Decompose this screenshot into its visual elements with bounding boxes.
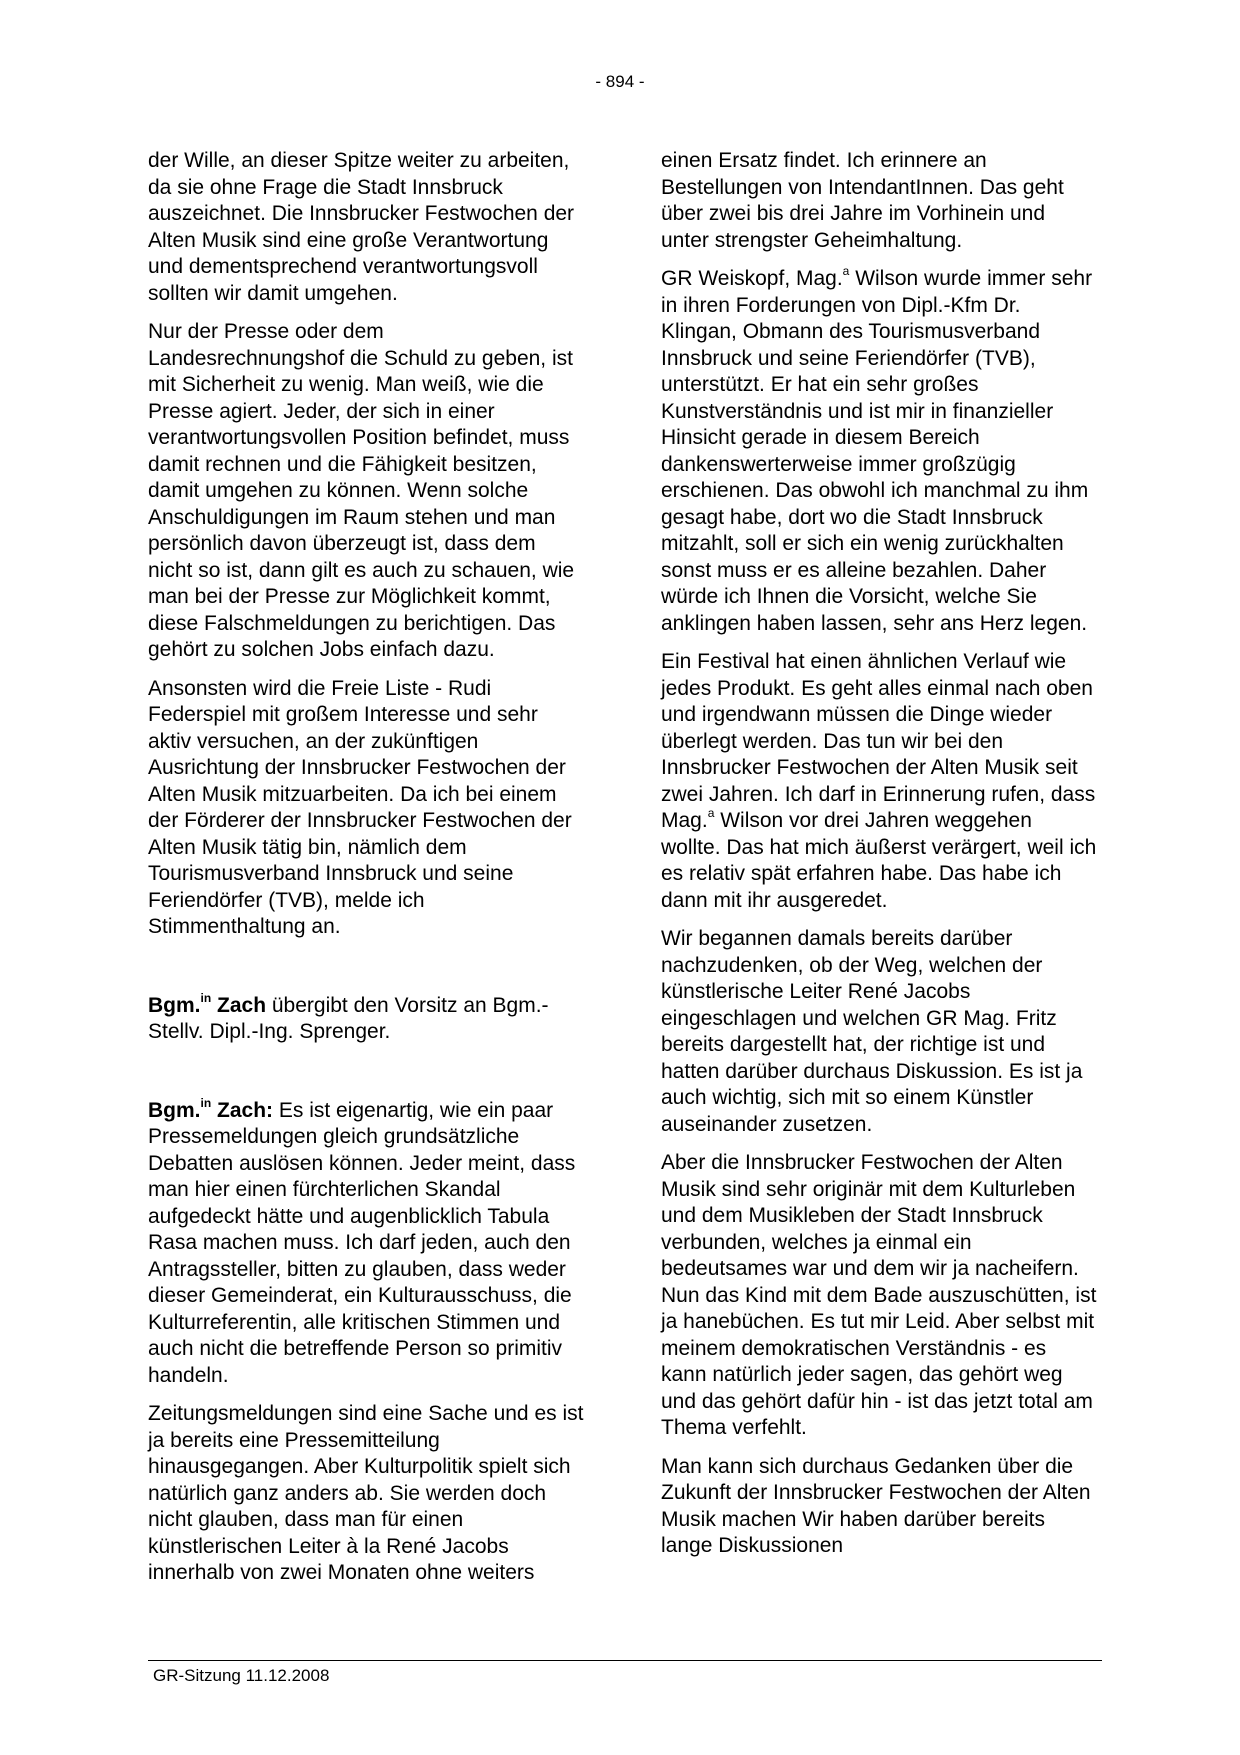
speaker-name: Zach [211, 993, 267, 1017]
paragraph-spacer [148, 953, 584, 993]
text-segment: Ein Festival hat einen ähnlichen Verlauf wie jedes Produkt. Es geht alles einmal nach oben und irgendwann müssen die Dinge wieder überlegt werden. Das tun wir bei den Innsbrucker Festwochen der Alten Musik seit zwei Jahren. Ich darf in Erinnerung rufen, dass Mag. [661, 650, 1096, 832]
paragraph: Man kann sich durchaus Gedanken über die Zukunft der Innsbrucker Festwochen der Alten Musik machen Wir haben darüber bereits lange Diskussionen [661, 1454, 1091, 1557]
speaker-label [148, 990, 267, 1017]
title-suffix: a [842, 264, 850, 278]
speaker-label [148, 1095, 274, 1122]
footer-session-date: GR-Sitzung 11.12.2008 [153, 1666, 330, 1685]
speaker-title-suffix: in [200, 990, 212, 1005]
page-number: - 894 - [595, 72, 645, 91]
footer-divider [148, 1660, 1102, 1661]
paragraph [661, 649, 1097, 914]
speaker-title: Bgm. [148, 1098, 201, 1122]
paragraph: der Wille, an dieser Spitze weiter zu arbeiten, da sie ohne Frage die Stadt Innsbruck auszeichnet. Die Innsbrucker Festwochen der Alten Musik sind eine große Verantwortung und dementsprechend verantwortungsvoll sollten wir damit umgehen. [148, 149, 575, 305]
paragraph: Aber die Innsbrucker Festwochen der Alten Musik sind sehr originär mit dem Kulturleben und dem Musikleben der Stadt Innsbruck verbunden, welches ja einmal ein bedeutsames war und dem wir ja nacheifern. Nun das Kind mit dem Bade auszuschütten, ist ja hanebüchen. Es tut mir Leid. Aber selbst mit meinem demokratischen Verständnis - es kann natürlich jeder sagen, das gehört weg und das gehört dafür hin - ist das jetzt total am Thema verfehlt. [661, 1151, 1097, 1439]
paragraph: einen Ersatz findet. Ich erinnere an Bestellungen von IntendantInnen. Das geht über zwei bis drei Jahre im Vorhinein und unter strengster Geheimhaltung. [661, 149, 1064, 252]
speech-text: übergibt den Vorsitz an Bgm.-Stellv. Dipl.-Ing. Sprenger. [148, 993, 549, 1043]
speech-text: Es ist eigenartig, wie ein paar Pressemeldungen gleich grundsätzliche Debatten auslösen können. Jeder meint, dass man hier einen fürchterlichen Skandal aufgedeckt hätte und augenblicklich Tabula Rasa machen muss. Ich darf jeden, auch den Antragssteller, bitten zu glauben, dass weder dieser Gemeinderat, ein Kulturausschuss, die Kulturreferentin, alle kritischen Stimmen und auch nicht die betreffende Person so primitiv handeln. [148, 1098, 576, 1387]
speaker-name: Zach: [211, 1098, 274, 1122]
paragraph: Nur der Presse oder dem Landesrechnungshof die Schuld zu geben, ist mit Sicherheit zu wenig. Man weiß, wie die Presse agiert. Jeder, der sich in einer verantwortungsvollen Position befindet, muss damit rechnen und die Fähigkeit besitzen, damit umgehen zu können. Wenn solche Anschuldigungen im Raum stehen und man persönlich davon überzeugt ist, dass dem nicht so ist, dann gilt es auch zu schauen, wie man bei der Presse zur Möglichkeit kommt, diese Falschmeldungen zu berichtigen. Das gehört zu solchen Jobs einfach dazu. [148, 320, 575, 661]
paragraph [148, 1095, 584, 1390]
paragraph: Zeitungsmeldungen sind eine Sache und es ist ja bereits eine Pressemitteilung hinausgegangen. Aber Kulturpolitik spielt sich natürlich ganz anders ab. Sie werden doch nicht glauben, dass man für einen künstlerischen Leiter à la René Jacobs innerhalb von zwei Monaten ohne weiters [148, 1402, 584, 1584]
left-column [148, 148, 584, 1599]
text-segment: GR Weiskopf, Mag. [661, 267, 843, 290]
right-column [661, 148, 1097, 1572]
paragraph: Ansonsten wird die Freie Liste - Rudi Federspiel mit großem Interesse und sehr aktiv versuchen, an der zukünftigen Ausrichtung der Innsbrucker Festwochen der Alten Musik mitzuarbeiten. Da ich bei einem der Förderer der Innsbrucker Festwochen der Alten Musik tätig bin, nämlich dem Tourismusverband Innsbruck und seine Feriendörfer (TVB), melde ich Stimmenthaltung an. [148, 676, 572, 938]
paragraph-spacer [148, 1058, 584, 1098]
title-suffix: a [707, 806, 715, 820]
speaker-title-suffix: in [200, 1095, 212, 1110]
paragraph: Wir begannen damals bereits darüber nachzudenken, ob der Weg, welchen der künstlerische Leiter René Jacobs eingeschlagen und welchen GR Mag. Fritz bereits dargestellt hat, der richtige ist und hatten darüber durchaus Diskussion. Es ist ja auch wichtig, sich mit so einem Künstler auseinander zusetzen. [661, 927, 1083, 1136]
text-segment: Wilson wurde immer sehr in ihren Forderungen von Dipl.-Kfm Dr. Klingan, Obmann des Tourismusverband Innsbruck und seine Feriendörfer (TVB), unterstützt. Er hat ein sehr großes Kunstverständnis und ist mir in finanzieller Hinsicht gerade in diesem Bereich dankenswerterweise immer großzügig erschienen. Das obwohl ich manchmal zu ihm gesagt habe, dort wo die Stadt Innsbruck mitzahlt, soll er sich ein wenig zurückhalten sonst muss er es alleine bezahlen. Daher würde ich Ihnen die Vorsicht, welche Sie anklingen haben lassen, sehr ans Herz legen. [661, 267, 1093, 635]
paragraph [148, 990, 584, 1046]
paragraph [661, 266, 1097, 637]
speaker-title: Bgm. [148, 993, 201, 1017]
text-segment: Wilson vor drei Jahren weggehen wollte. Das hat mich äußerst verärgert, weil ich es relativ spät erfahren habe. Das habe ich dann mit ihr ausgeredet. [661, 809, 1097, 912]
